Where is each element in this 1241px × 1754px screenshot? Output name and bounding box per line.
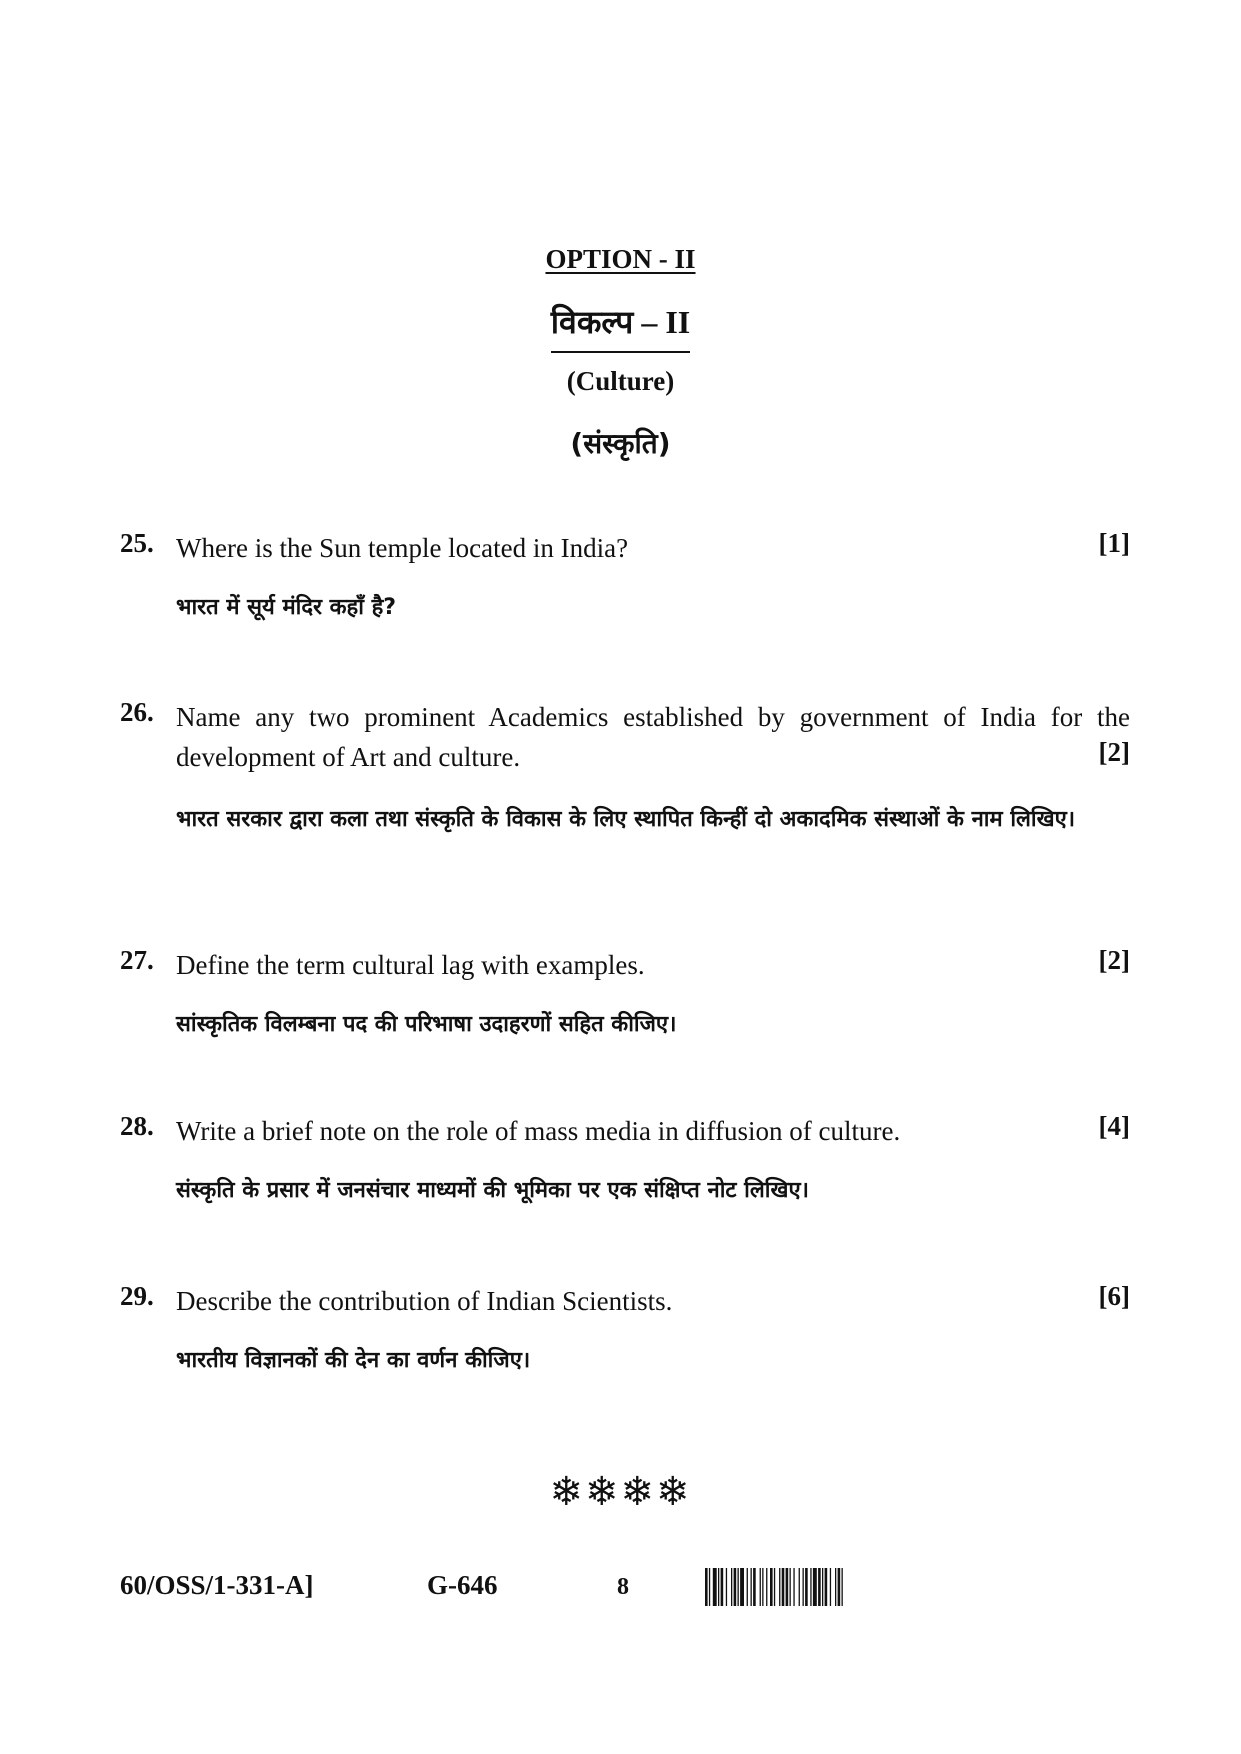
question-text-hindi: भारतीय विज्ञानकों की देन का वर्णन कीजिए। — [176, 1348, 531, 1373]
question-text: Where is the Sun temple located in India? — [176, 533, 629, 563]
question-text: Define the term cultural lag with examples. — [176, 950, 645, 980]
question-marks: [2] — [1098, 945, 1130, 975]
question-number: 25. — [120, 528, 154, 558]
option-heading-hindi-text: विकल्प – II — [551, 300, 690, 353]
end-ornament-icon: ❄❄❄❄ — [549, 1469, 692, 1514]
question-text-hindi: भारत में सूर्य मंदिर कहाँ है? — [176, 595, 397, 620]
question-number: 26. — [120, 697, 154, 727]
question-marks: [4] — [1098, 1111, 1130, 1141]
question-marks: [2] — [1098, 737, 1130, 767]
question-number: 29. — [120, 1281, 154, 1311]
paper-code: 60/OSS/1-331-A] — [120, 1570, 314, 1600]
question-text-hindi: सांस्कृतिक विलम्बना पद की परिभाषा उदाहरणों सहित कीजिए। — [176, 1012, 677, 1037]
question-number: 28. — [120, 1111, 154, 1141]
question-marks: [1] — [1098, 528, 1130, 558]
question-number: 27. — [120, 945, 154, 975]
question-marks: [6] — [1098, 1281, 1130, 1311]
question-text-line-2: development of Art and culture. — [176, 742, 521, 772]
subject-heading-hindi: (संस्कृति) — [570, 427, 671, 460]
question-text-hindi: भारत सरकार द्वारा कला तथा संस्कृति के विकास के लिए स्थापित किन्हीं दो अकादमिक संस्थाओं के नाम लिखिए। — [176, 807, 1076, 832]
subject-heading: (Culture) — [566, 366, 675, 396]
question-text: Describe the contribution of Indian Scientists. — [176, 1286, 673, 1316]
barcode-icon — [705, 1568, 975, 1606]
question-text-line-1: Name any two prominent Academics established by government of India for the — [176, 702, 1130, 732]
question-text-hindi: संस्कृति के प्रसार में जनसंचार माध्यमों की भूमिका पर एक संक्षिप्त नोट लिखिए। — [176, 1178, 809, 1203]
series-code: G-646 — [427, 1570, 498, 1600]
option-heading-hindi — [0, 300, 1241, 353]
option-heading — [0, 244, 1241, 275]
option-heading-text: OPTION - II — [545, 244, 696, 274]
page-number: 8 — [617, 1574, 629, 1600]
question-text: Write a brief note on the role of mass media in diffusion of culture. — [176, 1116, 901, 1146]
